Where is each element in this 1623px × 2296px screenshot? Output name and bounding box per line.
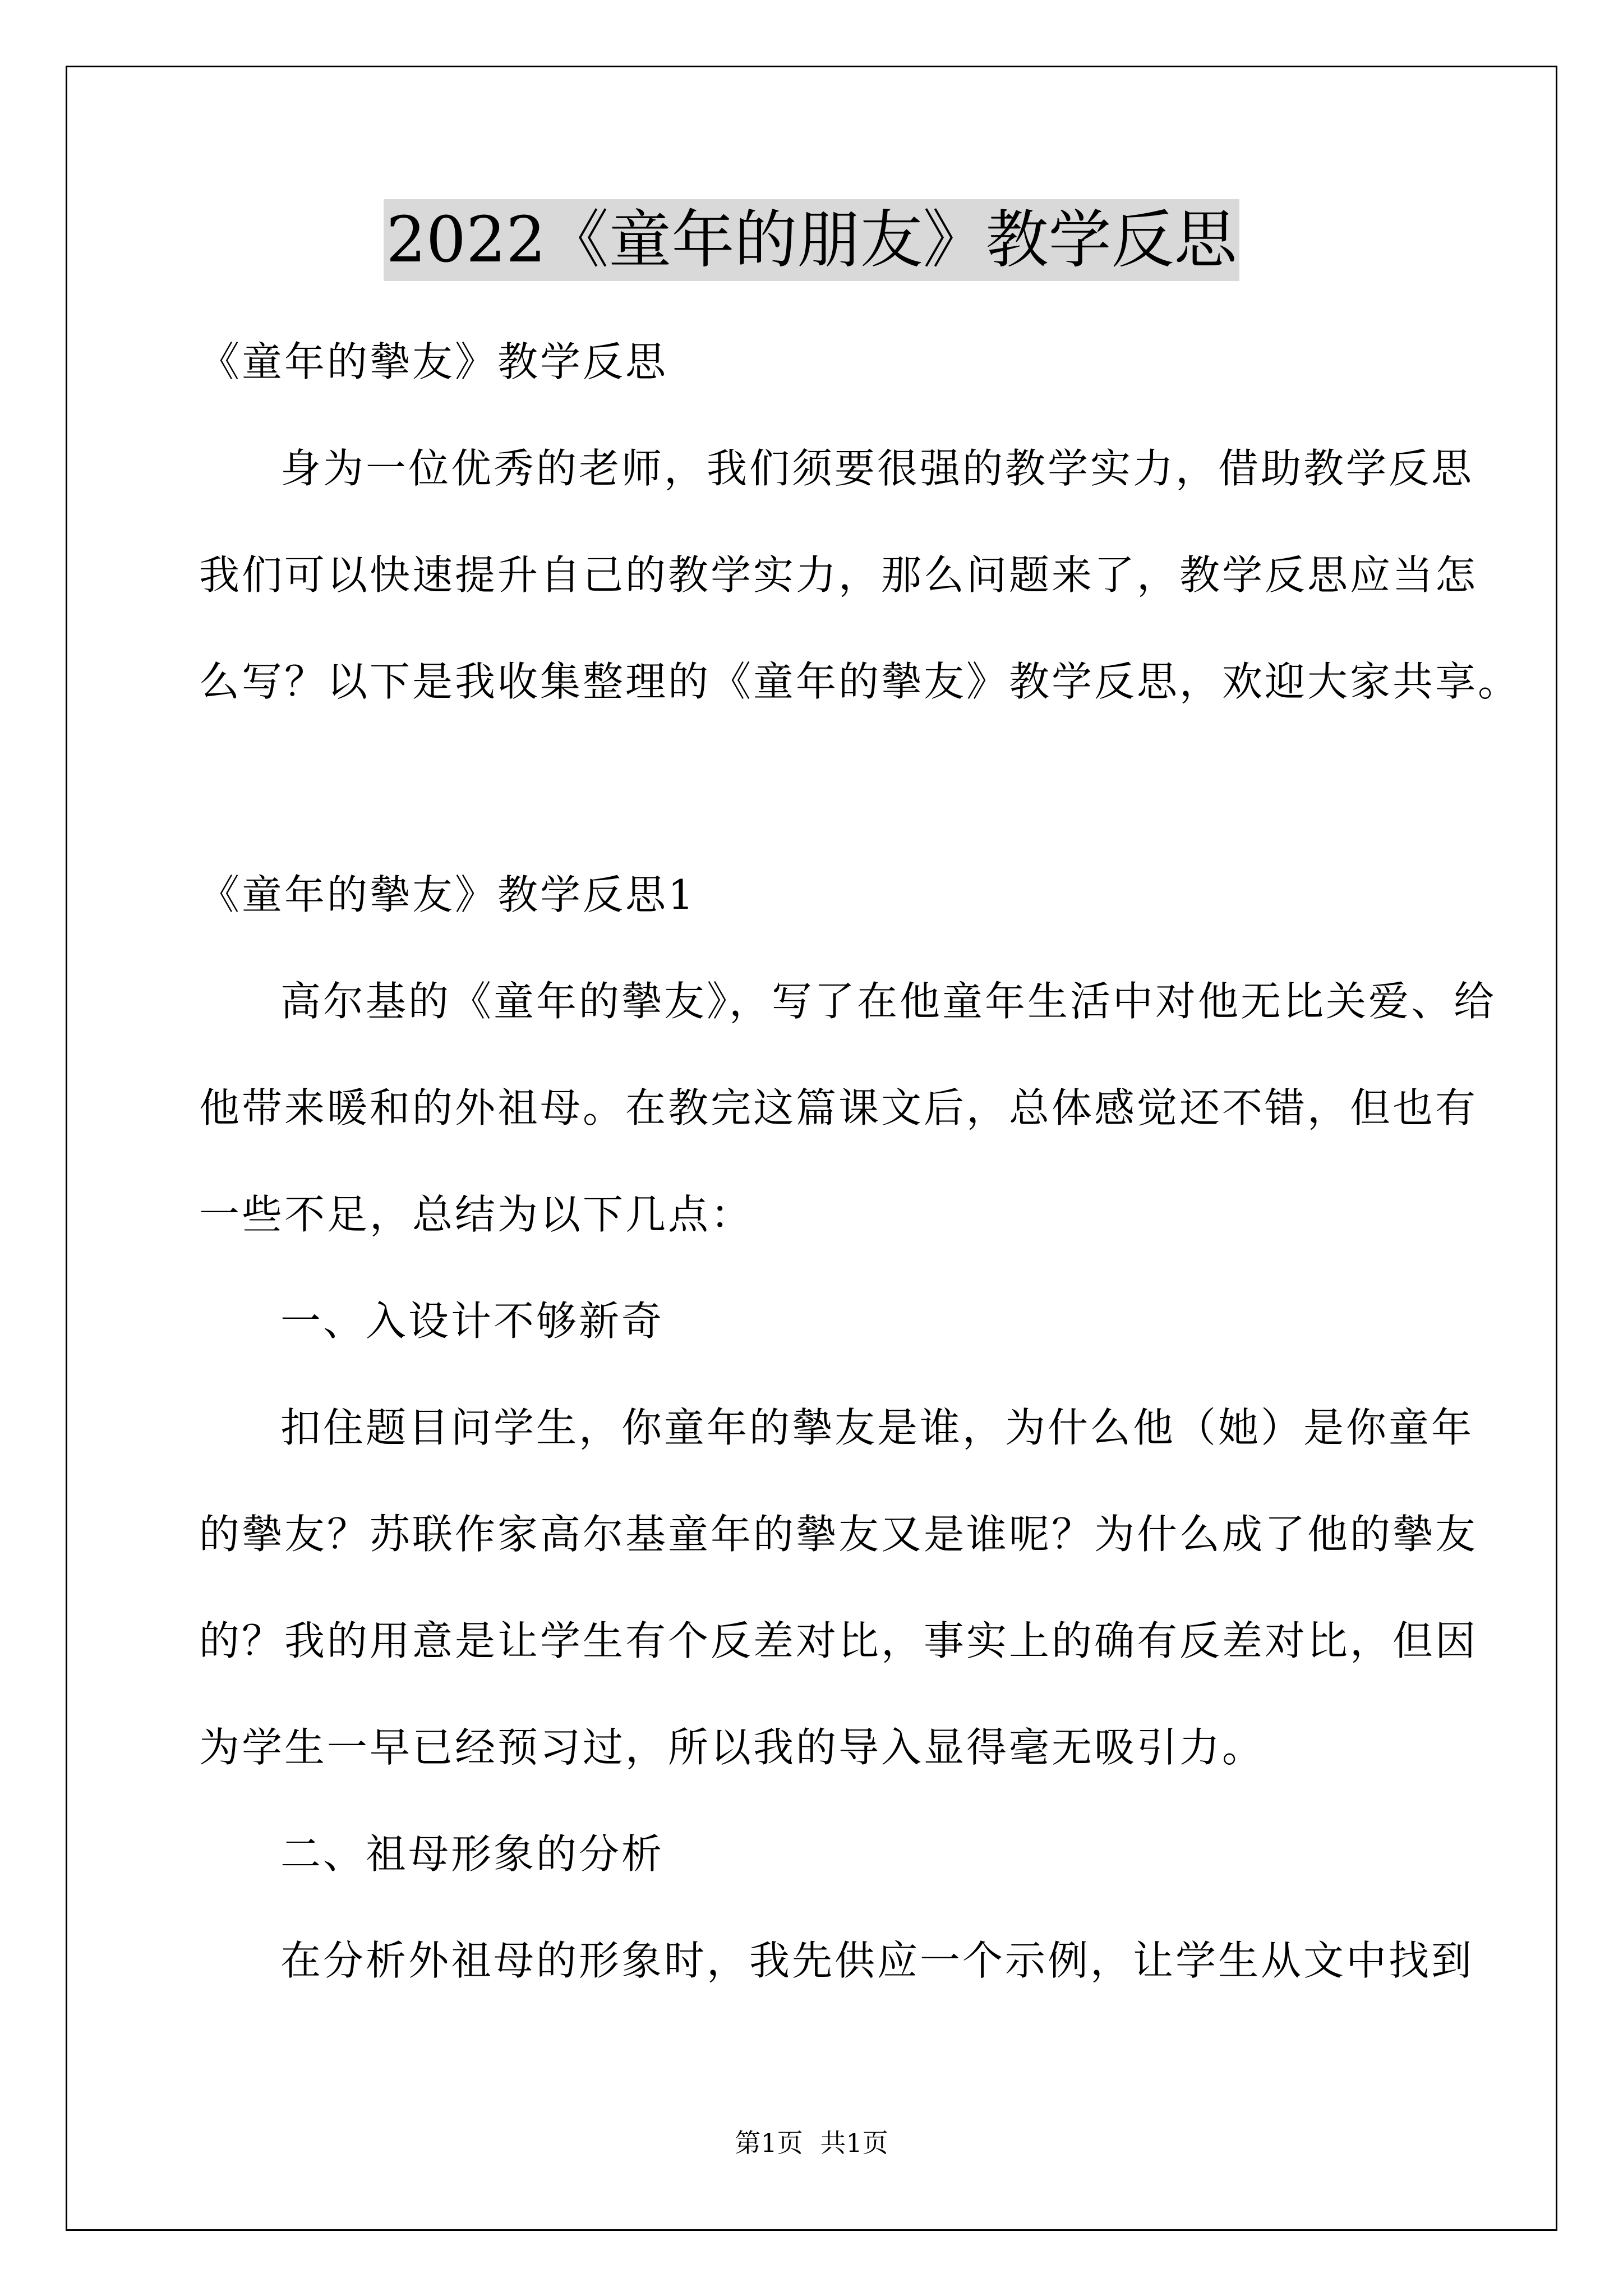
paragraph-line: 在分析外祖母的形象时，我先供应一个示例，让学生从文中找到	[280, 1937, 1474, 1984]
subheading: 一、入设计不够新奇	[280, 1297, 665, 1345]
paragraph-line: 一些不足，总结为以下几点：	[199, 1191, 754, 1238]
paragraph-line: 的摰友？苏联作家高尔基童年的摰友又是谁呢？为什么成了他的摰友	[199, 1511, 1478, 1558]
paragraph-line: 的？我的用意是让学生有个反差对比，事实上的确有反差对比，但因	[199, 1617, 1478, 1664]
document-title: 2022《童年的朋友》教学反思	[384, 199, 1239, 281]
subheading: 二、祖母形象的分析	[280, 1830, 665, 1878]
page-number: 第1页	[735, 2128, 803, 2158]
paragraph-line: 他带来暖和的外祖母。在教完这篇课文后，总体感觉还不错，但也有	[199, 1084, 1478, 1131]
blank-line	[199, 735, 1427, 841]
paragraph-line: 高尔基的《童年的摰友》，写了在他童年生活中对他无比关爱、给	[280, 978, 1497, 1025]
paragraph-line: 么写？以下是我收集整理的《童年的摰友》教学反思，欢迎大家共享。	[199, 658, 1521, 705]
title-container	[0, 199, 1623, 281]
document-body	[199, 309, 1521, 2014]
page-footer	[0, 2126, 1623, 2160]
paragraph-line: 扣住题目问学生，你童年的摰友是谁，为什么他（她）是你童年	[280, 1404, 1474, 1451]
section-heading: 《童年的摰友》教学反思	[199, 338, 668, 385]
section-heading: 《童年的摰友》教学反思1	[199, 871, 696, 918]
paragraph-line: 为学生一早已经预习过，所以我的导入显得毫无吸引力。	[199, 1724, 1265, 1771]
paragraph-line: 身为一位优秀的老师，我们须要很强的教学实力，借助教学反思	[280, 445, 1474, 492]
page-total: 共1页	[820, 2128, 888, 2158]
paragraph-line: 我们可以快速提升自己的教学实力，那么问题来了，教学反思应当怎	[199, 551, 1478, 599]
